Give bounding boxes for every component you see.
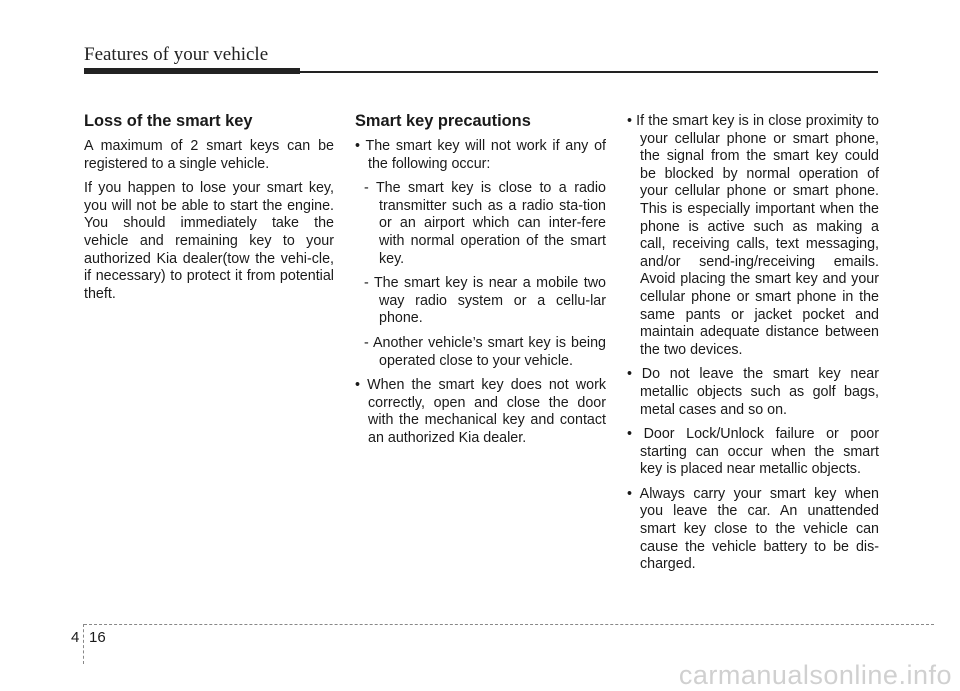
header-bar [84,68,300,74]
paragraph: If you happen to lose your smart key, you will not be able to start the engine. You should immediately take the vehicle and remaining key to your authorized Kia dealer(tow the vehi-cle, if necessary) to protect it from potential theft. [84,180,334,302]
watermark: carmanualsonline.info [678,660,952,690]
dash-item: - The smart key is near a mobile two way radio system or a cellu-lar phone. [364,275,606,327]
bullet-item: • Door Lock/Unlock failure or poor starting can occur when the smart key is placed near metallic objects. [627,426,879,478]
header-title: Features of your vehicle [84,44,269,65]
dash-item: - Another vehicle’s smart key is being operated close to your vehicle. [364,334,606,369]
section-heading-precautions: Smart key precautions [355,112,531,130]
chapter-number: 4 [71,629,80,646]
header-rule [300,71,878,73]
section-heading-loss: Loss of the smart key [84,112,253,130]
bullet-item: • The smart key will not work if any of the following occur: [355,138,606,172]
page-number: 16 [89,629,106,646]
footer-rule [84,624,934,625]
bullet-item: • If the smart key is in close proximity to your cellular phone or smart phone, the signal from the smart key could be blocked by normal operation of your cellular phone or smart phone. This is especially important when the phone is active such as making a call, receiving calls, text messaging, and/or send-ing/receiving emails. Avoid placing the smart key and your cellular phone or smart phone in the same pants or jacket pocket and maintain adequate distance between the two devices. [627,113,879,358]
column-precautions-cont [627,113,879,581]
column-precautions [355,110,606,455]
column-loss-of-key [84,110,334,310]
dash-item: - The smart key is close to a radio transmitter such as a radio sta-tion or an airport which can inter-fere with normal operation of the smart key. [364,180,606,267]
footer-divider [83,624,84,664]
bullet-item: • Do not leave the smart key near metallic objects such as golf bags, metal cases and so on. [627,366,879,418]
paragraph: A maximum of 2 smart keys can be registered to a single vehicle. [84,138,334,172]
bullet-item: • When the smart key does not work correctly, open and close the door with the mechanical key and contact an authorized Kia dealer. [355,377,606,446]
bullet-item: • Always carry your smart key when you leave the car. An unattended smart key close to the vehicle can cause the vehicle battery to be dis-charged. [627,485,879,573]
